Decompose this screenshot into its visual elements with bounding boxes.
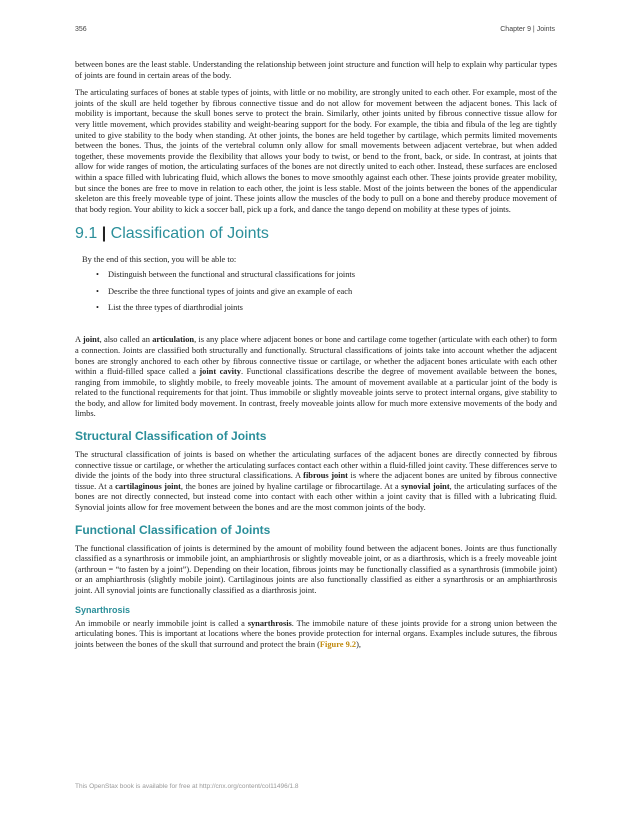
synarthrosis-heading: Synarthrosis [75, 604, 131, 615]
text-run: , the articulating surfaces of the bones are not directly connected, but instead come into contact with each other within a joint cavity that is filled with a lubricating fluid. Synovial joints allow for free movement between the bones and are the most common joints of the body. [75, 481, 557, 513]
page-number: 356 [75, 26, 87, 33]
objectives-intro: By the end of this section, you will be able to: [82, 255, 237, 265]
bullet-icon: • [96, 286, 99, 296]
bullet-icon: • [96, 303, 99, 313]
objective-item [96, 269, 557, 280]
text-run: . Functional classifications describe the degree of movement available between the bones, ranging from immobile, to slightly mobile, to freely moveable joints. The amount of movement available at a particular joint of the body is related to the functional requirements for that joint. Thus immobile or slightly moveable joints serve to protect internal organs, give stability to the body, and allow for limited body movement. In contrast, freely moveable joints allow for much more extensive movements of the body and limbs. [75, 367, 557, 419]
term-fibrous-joint: fibrous joint [303, 471, 348, 481]
functional-paragraph: The functional classification of joints is determined by the amount of mobility found between the adjacent bones. Joints are thus functionally classified as a synarthrosis or immobile joint, an amphiarthrosis or slightly moveable joint, or as a diarthrosis, which is a freely moveable joint (arthroun = “to fasten by a joint”). Depending on their location, fibrous joints may be functionally classified as a synarthrosis (immobile joint) or an amphiarthrosis (slightly mobile joint). Cartilaginous joints are also functionally classified as either a synarthrosis or an amphiarthrosis joint. All synovial joints are functionally classified as a diarthrosis joint. [75, 543, 557, 595]
figure-link[interactable]: Figure 9.2 [319, 639, 357, 649]
text-run: is where the adjacent bones are united by fibrous connective tissue. At a [75, 471, 557, 491]
objectives-list [82, 269, 557, 313]
functional-heading: Functional Classification of Joints [75, 522, 271, 537]
objective-text: Distinguish between the functional and structural classifications for joints [108, 270, 356, 280]
bullet-icon: • [96, 270, 99, 280]
text-run: . The immobile nature of these joints provide for a strong union between the articulating bones. This is important at locations where the bones provide protection for internal organs. Examples include sutures, the fibrous joints between the bones of the skull that surround and protect the brain ( [75, 618, 557, 649]
page-footer: This OpenStax book is available for free at http://cnx.org/content/col11496/1.8 [75, 783, 299, 790]
objective-item [96, 286, 557, 297]
term-joint: joint [82, 335, 100, 345]
structural-paragraph [75, 450, 557, 514]
term-joint-cavity: joint cavity [199, 367, 241, 377]
section-heading [75, 224, 557, 244]
objective-text: Describe the three functional types of joints and give an example of each [108, 286, 353, 296]
term-synovial-joint: synovial joint [401, 481, 450, 491]
text-run: , also called an [99, 335, 153, 345]
term-articulation: articulation [152, 335, 195, 345]
objective-text: List the three types of diarthrodial joints [108, 303, 243, 313]
synarthrosis-paragraph [75, 619, 557, 651]
text-run: A [75, 335, 83, 345]
section-title: Classification of Joints [110, 225, 269, 243]
intro-paragraph-1: between bones are the least stable. Understanding the relationship between joint structure and function will help to explain why particular types of joints are found in certain areas of the body. [75, 60, 557, 80]
intro-paragraph-2: The articulating surfaces of bones at stable types of joints, with little or no mobility, are strongly united to each other. For example, most of the joints of the skull are held together by fibrous connective tissue and do not allow for movement between the adjacent bones. This lack of mobility is important, because the skull bones serve to protect the brain. Similarly, other joints united by fibrous connective tissue allow for very little movement, which provides stability and weight-bearing support for the body. For example, the tibia and fibula of the leg are tightly united to give stability to the body when standing. At other joints, the bones are held together by cartilage, which permits limited movements between the bones. Thus, the joints of the vertebral column only allow for small movements between adjacent vertebrae, but when added together, these movements provide the flexibility that allows your body to twist, or bend to the front, back, or side. In contrast, at joints that allow for wide ranges of motion, the articulating surfaces of the bones are not directly united to each other. Instead, these surfaces are enclosed within a space filled with lubricating fluid, which allows the bones to move smoothly against each other. These joints provide greater mobility, but since the bones are free to move in relation to each other, the joint is less stable. Most of the joints between the bones of the appendicular skeleton are this freely moveable type of joint. These joints allow the muscles of the body to pull on a bone and thereby produce movement of that body region. Your ability to kick a soccer ball, pick up a fork, and dance the tango depend on mobility at these types of joints. [75, 88, 557, 214]
page-header [75, 26, 555, 38]
text-run: ), [356, 639, 361, 649]
text-run: , is any place where adjacent bones or bone and cartilage come together (articulate with each other) to form a connection. Joints are classified both structurally and functionally. Structural classifications of joints take into account whether the adjacent bones are strongly anchored to each other by fibrous connective tissue or cartilage, or whether the adjacent bones articulate with each other within a fluid-filled space called a [75, 335, 557, 377]
term-cartilaginous-joint: cartilaginous joint [115, 481, 181, 491]
section-separator: | [101, 225, 107, 243]
joint-definition-paragraph [75, 335, 557, 420]
objective-item [96, 302, 557, 313]
page-content [75, 60, 557, 657]
structural-heading: Structural Classification of Joints [75, 429, 267, 444]
chapter-title: Chapter 9 | Joints [500, 26, 555, 33]
section-number: 9.1 [75, 225, 98, 243]
term-synarthrosis: synarthrosis [247, 618, 292, 628]
text-run: An immobile or nearly immobile joint is called a [75, 618, 248, 628]
text-run: , the bones are joined by hyaline cartilage or fibrocartilage. At a [180, 481, 402, 491]
learning-objectives [82, 254, 557, 313]
text-run: The structural classification of joints is based on whether the articulating surfaces of the adjacent bones are directly connected by fibrous connective tissue or cartilage, or whether the articulating surfaces contact each other within a fluid-filled joint cavity. These differences serve to divide the joints of the body into three structural classifications. A [75, 450, 557, 481]
